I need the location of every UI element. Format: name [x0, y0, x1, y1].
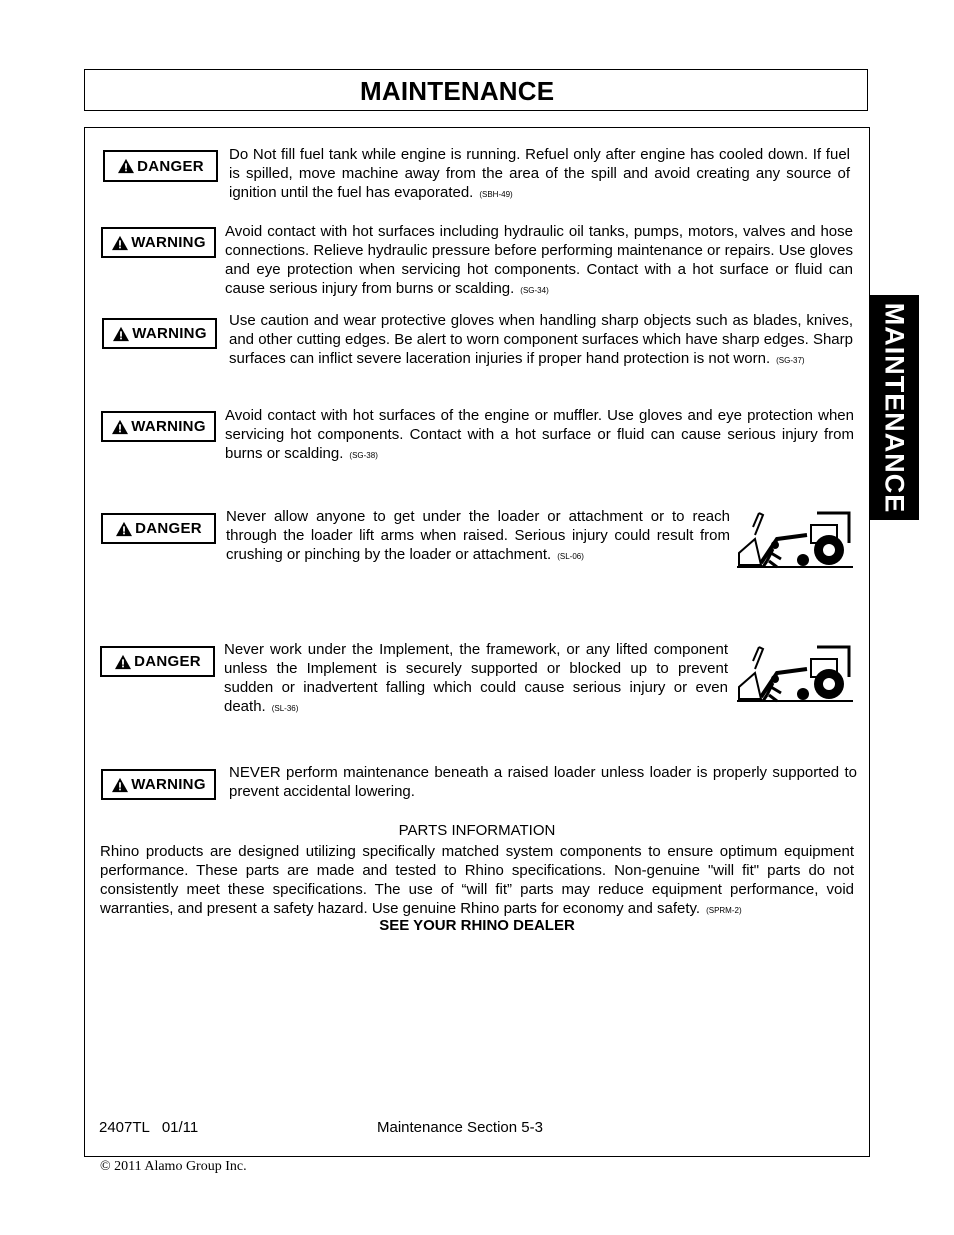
notice-text: Avoid contact with hot surfaces of the engine or muffler. Use gloves and eye protection when servicing hot components. Contact with a hot surface or fluid can cause serious injury from burns or scalding. (SG-38)	[225, 407, 854, 462]
notice-code: (SL-36)	[271, 704, 299, 713]
danger-badge	[103, 150, 218, 182]
badge-label: WARNING	[131, 234, 206, 251]
notice-text: Do Not fill fuel tank while engine is running. Refuel only after engine has cooled down. If fuel is spilled, move machine away from the area of the spill and avoid creating any source of ignition until the fuel has evaporated. (SBH-49)	[229, 146, 850, 201]
hazard-triangle-icon	[111, 419, 129, 435]
footer-model: 2407TL 01/11	[99, 1119, 199, 1136]
notice-code: (SG-34)	[520, 286, 549, 295]
notice-code: (SG-38)	[349, 451, 378, 460]
copyright: © 2011 Alamo Group Inc.	[100, 1159, 247, 1174]
loader-crush-hazard-icon	[737, 639, 855, 705]
hazard-triangle-icon	[111, 235, 129, 251]
danger-badge	[100, 646, 215, 677]
warning-badge	[102, 318, 217, 349]
parts-code: (SPRM-2)	[706, 906, 742, 915]
hazard-triangle-icon	[111, 777, 129, 793]
section-side-tab	[869, 295, 919, 520]
hazard-triangle-icon	[115, 521, 133, 537]
dealer-note: SEE YOUR RHINO DEALER	[379, 917, 575, 934]
warning-badge	[101, 769, 216, 800]
notice-code: (SG-37)	[776, 356, 805, 365]
badge-label: WARNING	[132, 325, 207, 342]
loader-crush-hazard-icon	[737, 505, 855, 571]
hazard-triangle-icon	[114, 654, 132, 670]
page-header	[84, 69, 868, 111]
hazard-triangle-icon	[112, 326, 130, 342]
notice-text: Never work under the Implement, the framework, or any lifted component unless the Implement is securely supported or blocked up to prevent sudden or inadvertent falling which could cause serious injury or even death. (SL-36)	[224, 641, 728, 715]
warning-badge	[101, 227, 216, 258]
side-tab-label: MAINTENANCE	[879, 302, 910, 513]
badge-label: WARNING	[131, 418, 206, 435]
danger-badge	[101, 513, 216, 544]
badge-label: WARNING	[131, 776, 206, 793]
page-title: MAINTENANCE	[360, 76, 555, 106]
notice-code: (SL-06)	[557, 552, 584, 561]
notice-text: Never allow anyone to get under the loader or attachment or to reach through the loader lift arms when raised. Serious injury could result from crushing or pinching by the loader or attachment. (SL-06)	[226, 508, 730, 563]
footer-section: Maintenance Section 5-3	[377, 1119, 543, 1136]
notice-text: NEVER perform maintenance beneath a raised loader unless loader is properly supported to prevent accidental lowering.	[229, 764, 857, 800]
badge-label: DANGER	[135, 520, 202, 537]
notice-text: Avoid contact with hot surfaces including hydraulic oil tanks, pumps, motors, valves and hose connections. Relieve hydraulic pressure before performing maintenance or repairs. Use gloves and eye protection when servicing hot components. Contact with a hot surface or fluid can cause serious injury from burns or scalding. (SG-34)	[225, 223, 853, 297]
hazard-triangle-icon	[117, 158, 135, 174]
parts-text: Rhino products are designed utilizing specifically matched system components to ensure optimum equipment performance. These parts are made and tested to Rhino specifications. Non-genuine "will fit" parts do not consistently meet these specifications. The use of “will fit” parts may reduce equipment performance, void warranties, and present a safety hazard. Use genuine Rhino parts for economy and safety. (SPRM-2)	[100, 843, 854, 917]
warning-badge	[101, 411, 216, 442]
parts-heading: PARTS INFORMATION	[398, 822, 556, 839]
badge-label: DANGER	[137, 157, 204, 175]
notice-code: (SBH-49)	[479, 190, 513, 199]
notice-text: Use caution and wear protective gloves when handling sharp objects such as blades, knives, and other cutting edges. Be alert to worn component surfaces which have sharp edges. Sharp surfaces can inflict severe laceration injuries if proper hand protection is not worn. (SG-37)	[229, 312, 853, 367]
badge-label: DANGER	[134, 653, 201, 670]
